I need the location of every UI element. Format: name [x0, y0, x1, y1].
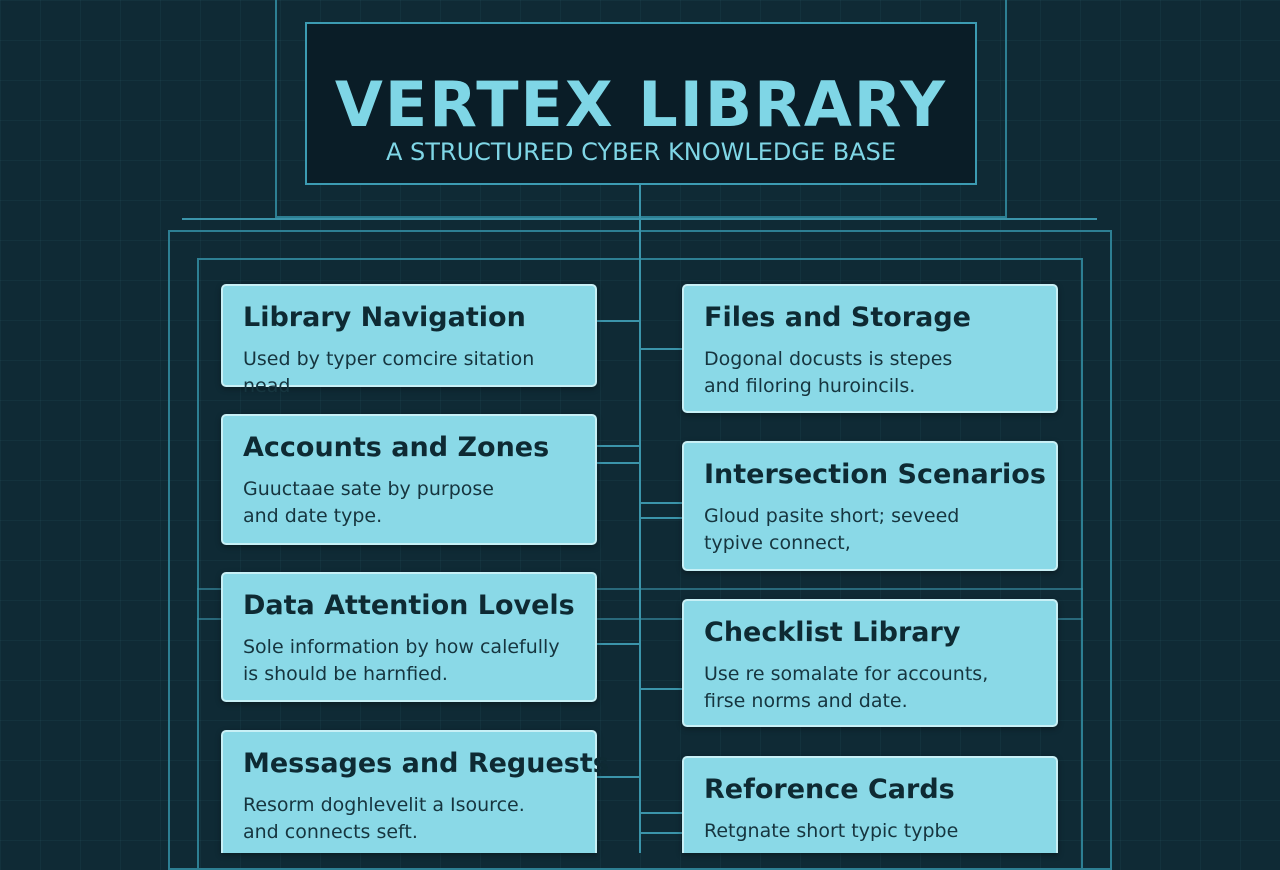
card-title: Library Navigation — [243, 302, 526, 333]
card-description: Dogonal docusts is stepes and filoring huroincils. — [704, 348, 953, 397]
card-title: Files and Storage — [704, 302, 971, 333]
connector-right-2 — [641, 502, 682, 504]
card-description: Gloud pasite short; seveed typive connect, — [704, 505, 960, 554]
card-reference-cards[interactable] — [682, 756, 1058, 853]
card-messages-and-requests[interactable] — [221, 730, 609, 853]
card-library-navigation[interactable] — [221, 284, 597, 397]
card-title: Checklist Library — [704, 617, 961, 648]
connector-trunk — [639, 185, 641, 853]
card-description: Guuctaae sate by purpose and date type. — [243, 478, 494, 527]
page-title: VERTEX LIBRARY — [334, 68, 948, 141]
card-data-attention-levels[interactable] — [221, 572, 597, 702]
connector-right-5 — [641, 832, 682, 834]
page-subtitle: A STRUCTURED CYBER KNOWLEDGE BASE — [385, 138, 897, 166]
card-title: Data Attention Lovels — [243, 590, 575, 621]
card-files-and-storage[interactable] — [682, 284, 1058, 413]
connector-right-3 — [641, 688, 682, 690]
card-intersection-scenarios[interactable] — [682, 441, 1058, 571]
connector-left-2 — [597, 445, 639, 447]
card-title: Intersection Scenarios — [704, 459, 1046, 490]
card-description: Resorm doghlevelit a Isource. and connects seft. — [243, 794, 525, 843]
connector-right-4 — [641, 812, 682, 814]
card-description: Used by typer comcire sitation nead — [243, 348, 535, 397]
connector-left-1 — [597, 320, 639, 322]
card-title: Reforence Cards — [704, 774, 955, 805]
card-title: Messages and Reguests — [243, 748, 609, 779]
card-accounts-and-zones[interactable] — [221, 414, 597, 545]
connector-right-2b — [641, 517, 682, 519]
card-title: Accounts and Zones — [243, 432, 550, 463]
card-description: Retgnate short typic typbe — [704, 820, 959, 842]
connector-left-2b — [597, 462, 639, 464]
card-description: Sole information by how calefully is should be harnfied. — [243, 636, 560, 685]
title-panel — [305, 22, 977, 185]
connector-left-3 — [597, 643, 639, 645]
card-description: Use re somalate for accounts, firse norms and date. — [704, 663, 989, 712]
card-checklist-library[interactable] — [682, 599, 1058, 727]
connector-right-1 — [641, 348, 682, 350]
